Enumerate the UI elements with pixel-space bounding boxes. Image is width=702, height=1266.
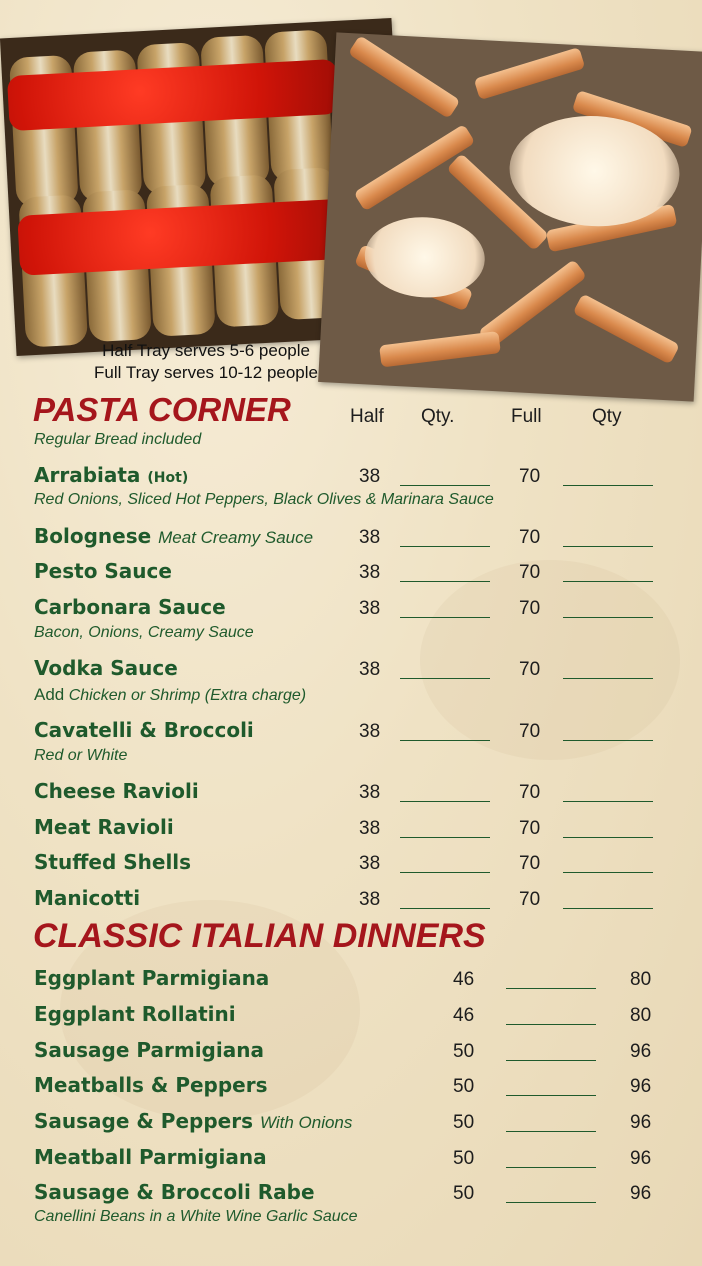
full-price: 70 (519, 598, 541, 619)
full-price: 96 (630, 1041, 652, 1062)
qty-full-field[interactable] (563, 581, 653, 582)
half-price: 50 (453, 1148, 475, 1169)
item-name: Arrabiata (34, 463, 141, 487)
item-name: Carbonara Sauce (34, 595, 226, 619)
half-price: 38 (359, 721, 381, 742)
paper-texture (420, 560, 680, 760)
item-description-text: Chicken or Shrimp (Extra charge) (68, 687, 307, 704)
half-price: 46 (453, 1005, 475, 1026)
menu-item-eggplant-rollatini (34, 1002, 236, 1026)
qty-half-field[interactable] (400, 908, 490, 909)
item-name: Sausage & Broccoli Rabe (34, 1180, 315, 1204)
qty-full-field[interactable] (563, 837, 653, 838)
item-name: Cheese Ravioli (34, 779, 199, 803)
item-inline-description: With Onions (259, 1113, 353, 1132)
menu-item-arrabiata (34, 463, 188, 487)
qty-half-field[interactable] (400, 872, 490, 873)
menu-item-meat-ravioli (34, 815, 174, 839)
menu-item-meatball-parmigiana (34, 1145, 267, 1169)
item-description: Canellini Beans in a White Wine Garlic Sauce (34, 1208, 358, 1225)
qty-full-field[interactable] (563, 801, 653, 802)
item-name: Sausage & Peppers (34, 1109, 253, 1133)
half-price: 50 (453, 1183, 475, 1204)
qty-field[interactable] (506, 1131, 596, 1132)
item-name: Manicotti (34, 886, 141, 910)
col-half: Half (350, 406, 384, 427)
menu-item-manicotti (34, 886, 140, 910)
full-price: 96 (630, 1183, 652, 1204)
full-price: 70 (519, 721, 541, 742)
item-name: Sausage Parmigiana (34, 1038, 264, 1062)
menu-item-sausage-peppers (34, 1109, 352, 1133)
qty-half-field[interactable] (400, 801, 490, 802)
item-description: Red Onions, Sliced Hot Peppers, Black Olives & Marinara Sauce (34, 491, 494, 508)
item-name: Meatball Parmigiana (34, 1145, 267, 1169)
col-qty-half: Qty. (421, 406, 455, 427)
half-price: 46 (453, 969, 475, 990)
full-price: 70 (519, 466, 541, 487)
item-description: Red or White (34, 747, 128, 764)
qty-full-field[interactable] (563, 485, 653, 486)
half-price: 38 (359, 527, 381, 548)
menu-item-vodka (34, 656, 178, 680)
half-price: 50 (453, 1076, 475, 1097)
item-name: Eggplant Rollatini (34, 1002, 236, 1026)
full-price: 70 (519, 782, 541, 803)
menu-item-carbonara (34, 595, 226, 619)
qty-field[interactable] (506, 988, 596, 989)
classic-dinners-title: CLASSIC ITALIAN DINNERS (33, 917, 486, 955)
half-price: 50 (453, 1112, 475, 1133)
full-price: 80 (630, 1005, 652, 1026)
menu-item-cheese-ravioli (34, 779, 199, 803)
menu-item-sausage-broccoli-rabe (34, 1180, 315, 1204)
half-price: 38 (359, 818, 381, 839)
qty-half-field[interactable] (400, 740, 490, 741)
full-price: 70 (519, 527, 541, 548)
qty-half-field[interactable] (400, 485, 490, 486)
qty-full-field[interactable] (563, 678, 653, 679)
qty-field[interactable] (506, 1095, 596, 1096)
full-price: 70 (519, 659, 541, 680)
col-qty-full: Qty (592, 406, 622, 427)
full-price: 70 (519, 853, 541, 874)
menu-item-sausage-parmigiana (34, 1038, 264, 1062)
full-price: 70 (519, 818, 541, 839)
qty-half-field[interactable] (400, 581, 490, 582)
half-price: 38 (359, 853, 381, 874)
qty-full-field[interactable] (563, 740, 653, 741)
item-name: Meatballs & Peppers (34, 1073, 268, 1097)
item-name: Pesto Sauce (34, 559, 172, 583)
qty-half-field[interactable] (400, 678, 490, 679)
half-price: 38 (359, 659, 381, 680)
full-price: 80 (630, 969, 652, 990)
item-name: Cavatelli & Broccoli (34, 718, 254, 742)
qty-full-field[interactable] (563, 908, 653, 909)
qty-half-field[interactable] (400, 837, 490, 838)
half-price: 38 (359, 466, 381, 487)
full-tray-note: Full Tray serves 10-12 people (94, 363, 318, 382)
menu-item-stuffed-shells (34, 850, 191, 874)
add-prefix: Add (34, 685, 65, 704)
qty-half-field[interactable] (400, 617, 490, 618)
item-name: Meat Ravioli (34, 815, 174, 839)
menu-item-bolognese (34, 524, 313, 548)
full-price: 96 (630, 1076, 652, 1097)
full-price: 96 (630, 1112, 652, 1133)
qty-field[interactable] (506, 1060, 596, 1061)
qty-full-field[interactable] (563, 872, 653, 873)
half-tray-note: Half Tray serves 5-6 people (102, 341, 310, 360)
item-name: Stuffed Shells (34, 850, 192, 874)
baked-ziti-photo (318, 32, 702, 401)
item-name: Eggplant Parmigiana (34, 966, 270, 990)
full-price: 70 (519, 562, 541, 583)
qty-field[interactable] (506, 1167, 596, 1168)
qty-full-field[interactable] (563, 617, 653, 618)
half-price: 38 (359, 598, 381, 619)
item-name: Bolognese (34, 524, 152, 548)
qty-field[interactable] (506, 1024, 596, 1025)
pasta-subtitle: Regular Bread included (34, 431, 202, 448)
qty-field[interactable] (506, 1202, 596, 1203)
half-price: 50 (453, 1041, 475, 1062)
menu-item-pesto (34, 559, 172, 583)
full-price: 96 (630, 1148, 652, 1169)
pasta-corner-title: PASTA CORNER (33, 391, 291, 428)
qty-half-field[interactable] (400, 546, 490, 547)
item-description (34, 685, 306, 705)
full-price: 70 (519, 889, 541, 910)
item-inline-description: Meat Creamy Sauce (158, 528, 314, 547)
half-price: 38 (359, 562, 381, 583)
menu-item-eggplant-parmigiana (34, 966, 269, 990)
half-price: 38 (359, 782, 381, 803)
qty-full-field[interactable] (563, 546, 653, 547)
col-full: Full (511, 406, 542, 427)
hot-tag: (Hot) (147, 470, 189, 486)
menu-item-meatballs-peppers (34, 1073, 268, 1097)
menu-item-cavatelli (34, 718, 254, 742)
half-price: 38 (359, 889, 381, 910)
item-name: Vodka Sauce (34, 656, 178, 680)
item-description: Bacon, Onions, Creamy Sauce (34, 624, 254, 641)
